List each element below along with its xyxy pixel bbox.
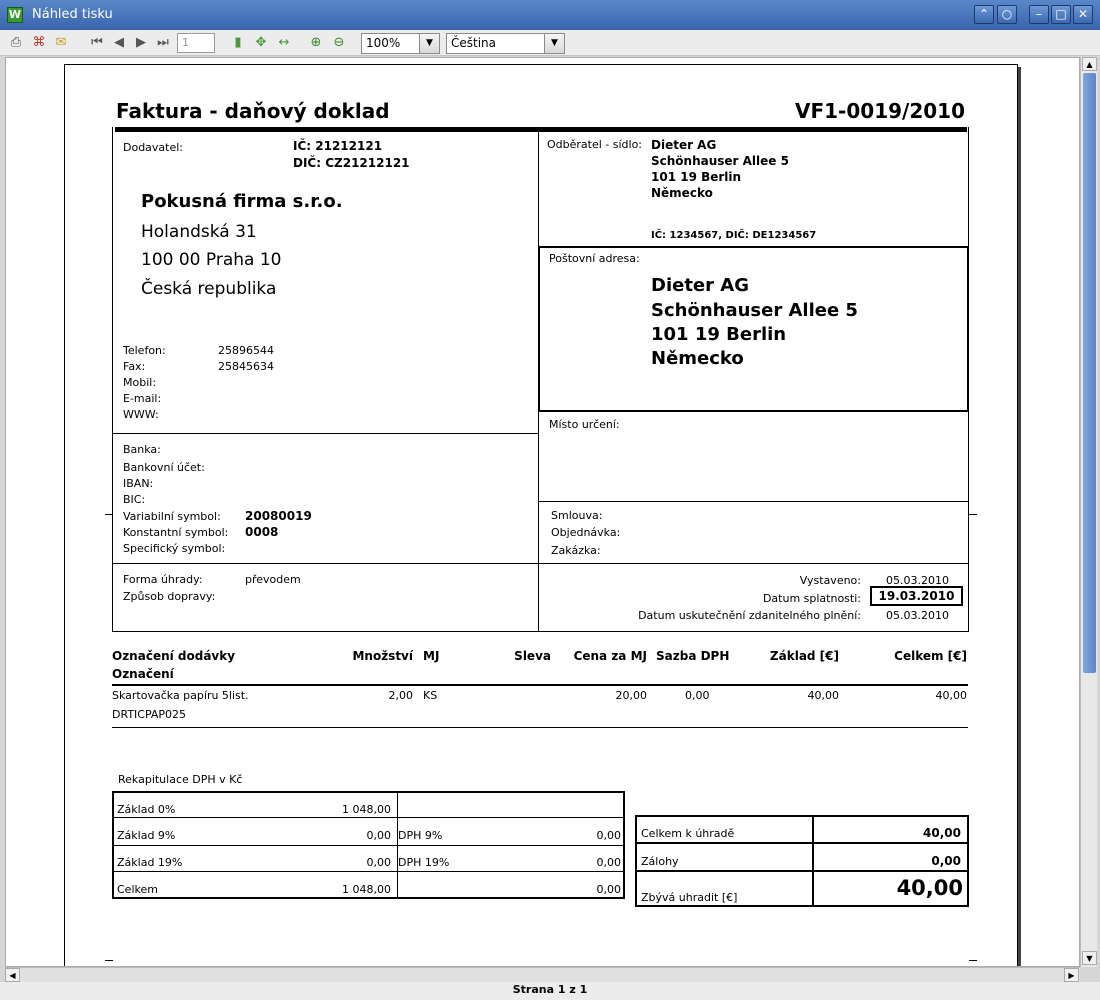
email-icon[interactable]: ✉ — [55, 35, 67, 50]
page-number-input[interactable]: 1 — [177, 33, 215, 53]
row-name: Skartovačka papíru 5list. — [112, 689, 249, 702]
print-icon[interactable]: ⎙ — [10, 35, 22, 50]
destination-label: Místo určení: — [549, 418, 620, 431]
col-item-sub: Označení — [112, 667, 174, 681]
due-label: Datum splatnosti: — [762, 592, 861, 605]
vat-summary-title: Rekapitulace DPH v Kč — [118, 773, 243, 786]
issued-label: Vystaveno: — [799, 574, 861, 587]
row-unit-price: 20,00 — [615, 689, 647, 702]
supplier-label: Dodavatel: — [123, 141, 184, 154]
row-code: DRTICPAP025 — [112, 708, 187, 721]
chevron-down-icon[interactable]: ▼ — [544, 34, 564, 53]
due-value: 19.03.2010 — [870, 586, 963, 606]
postal-label: Poštovní adresa: — [549, 252, 640, 265]
col-discount: Sleva — [514, 649, 551, 663]
vat-row-label: Celkem — [117, 883, 158, 896]
payment-label: Forma úhrady: — [123, 573, 203, 586]
row-base: 40,00 — [807, 689, 839, 702]
vat-row-value: 0,00 — [366, 829, 391, 842]
customer-name: Dieter AG — [651, 138, 717, 152]
postal-name: Dieter AG — [651, 275, 749, 296]
page-info: Strana 1 z 1 — [512, 983, 588, 996]
scroll-left-icon[interactable]: ◀ — [5, 968, 20, 982]
customer-ids: IČ: 1234567, DIČ: DE1234567 — [651, 230, 817, 241]
delivery-label: Způsob dopravy: — [123, 590, 216, 603]
language-value: Čeština — [451, 36, 497, 50]
fit-width-icon[interactable]: ↔ — [278, 35, 290, 50]
www-label: WWW: — [123, 408, 159, 421]
scroll-right-icon[interactable]: ▶ — [1064, 968, 1079, 982]
email-label: E-mail: — [123, 392, 162, 405]
vat-row-label: Základ 0% — [117, 803, 176, 816]
order-label: Objednávka: — [551, 526, 621, 539]
payment-value: převodem — [245, 573, 301, 586]
zoom-select[interactable] — [361, 33, 440, 54]
invoice-title: Faktura - daňový doklad — [116, 99, 390, 123]
account-label: Bankovní účet: — [123, 461, 205, 474]
fax-value: 25845634 — [218, 360, 274, 373]
supplier-name: Pokusná firma s.r.o. — [141, 191, 343, 212]
supplier-city: 100 00 Praha 10 — [141, 250, 282, 270]
bic-label: BIC: — [123, 493, 146, 506]
vat-row-vat-value: 0,00 — [596, 883, 621, 896]
bank-label: Banka: — [123, 443, 161, 456]
fit-page-icon[interactable]: ▮ — [234, 35, 242, 50]
scroll-thumb[interactable] — [1083, 73, 1096, 673]
vat-row-vat-value: 0,00 — [596, 829, 621, 842]
scroll-down-icon[interactable]: ▼ — [1082, 951, 1097, 965]
phone-value: 25896544 — [218, 344, 274, 357]
col-total: Celkem [€] — [894, 649, 967, 663]
row-unit: KS — [423, 689, 438, 702]
vat-row-vat-value: 0,00 — [596, 856, 621, 869]
col-unit: MJ — [423, 649, 440, 663]
next-page-icon[interactable]: ▶ — [136, 35, 146, 50]
horizontal-scrollbar[interactable] — [5, 967, 1080, 982]
invoice-number: VF1-0019/2010 — [795, 99, 965, 123]
invoice-page — [64, 64, 1018, 967]
row-vat-rate: 0,00 — [685, 689, 710, 702]
ks-label: Konstantní symbol: — [123, 526, 229, 539]
fax-label: Fax: — [123, 360, 146, 373]
col-item: Označení dodávky — [112, 649, 236, 663]
supplier-country: Česká republika — [141, 279, 277, 299]
scroll-up-icon[interactable]: ▲ — [1082, 57, 1097, 71]
advance-label: Zálohy — [641, 855, 679, 868]
pdf-export-icon[interactable]: ⌘ — [32, 35, 46, 50]
maximize-icon[interactable]: □ — [1051, 5, 1071, 24]
postal-city: 101 19 Berlin — [651, 324, 787, 345]
row-total: 40,00 — [935, 689, 967, 702]
vat-row-value: 1 048,00 — [342, 883, 391, 896]
preview-viewport[interactable] — [5, 57, 1080, 967]
customer-city: 101 19 Berlin — [651, 170, 742, 184]
first-page-icon[interactable]: ⏮ — [91, 35, 103, 50]
total-label: Celkem k úhradě — [641, 827, 735, 840]
job-label: Zakázka: — [551, 544, 601, 557]
vat-row-value: 0,00 — [366, 856, 391, 869]
zoom-value: 100% — [366, 36, 401, 50]
phone-label: Telefon: — [123, 344, 166, 357]
row-qty: 2,00 — [388, 689, 413, 702]
vs-value: 20080019 — [245, 509, 312, 523]
zoom-in-icon[interactable]: ⊕ — [310, 35, 322, 50]
col-qty: Množství — [352, 649, 413, 663]
previous-page-icon[interactable]: ◀ — [114, 35, 124, 50]
vat-row-vat-label: DPH 19% — [398, 856, 450, 869]
ks-value: 0008 — [245, 525, 279, 539]
app-icon: W — [8, 8, 22, 21]
col-base: Základ [€] — [769, 649, 839, 663]
postal-country: Německo — [651, 348, 744, 369]
taxdate-label: Datum uskutečnění zdanitelného plnění: — [638, 609, 861, 622]
total-value: 40,00 — [923, 826, 961, 840]
vat-row-value: 1 048,00 — [342, 803, 391, 816]
contract-label: Smlouva: — [551, 509, 603, 522]
minimize-icon[interactable]: – — [1029, 5, 1049, 24]
postal-street: Schönhauser Allee 5 — [651, 300, 858, 321]
supplier-dic: DIČ: CZ21212121 — [293, 156, 410, 170]
close-icon[interactable]: ✕ — [1073, 5, 1093, 24]
advance-value: 0,00 — [931, 854, 961, 868]
window-title: Náhled tisku — [32, 7, 113, 22]
customer-street: Schönhauser Allee 5 — [651, 154, 789, 168]
vat-row-vat-label: DPH 9% — [398, 829, 443, 842]
sticky-icon[interactable]: ○ — [997, 5, 1017, 24]
remaining-label: Zbývá uhradit [€] — [641, 891, 738, 904]
vertical-scrollbar[interactable] — [1080, 57, 1097, 967]
vs-label: Variabilní symbol: — [123, 510, 221, 523]
window-titlebar — [0, 0, 1100, 30]
status-bar — [0, 982, 1100, 1000]
supplier-street: Holandská 31 — [141, 222, 257, 242]
col-vat-rate: Sazba DPH — [656, 649, 730, 663]
fit-all-icon[interactable]: ✥ — [255, 35, 267, 50]
vat-row-label: Základ 19% — [117, 856, 183, 869]
customer-label: Odběratel - sídlo: — [547, 138, 643, 151]
language-select[interactable] — [446, 33, 565, 54]
taxdate-value: 05.03.2010 — [886, 609, 949, 622]
customer-country: Německo — [651, 186, 713, 200]
mobile-label: Mobil: — [123, 376, 157, 389]
last-page-icon[interactable]: ⏭ — [157, 35, 169, 50]
vat-row-label: Základ 9% — [117, 829, 176, 842]
shade-up-icon[interactable]: ⌃ — [974, 5, 994, 24]
col-unit-price: Cena za MJ — [573, 649, 647, 663]
issued-value: 05.03.2010 — [886, 574, 949, 587]
iban-label: IBAN: — [123, 477, 154, 490]
ss-label: Specifický symbol: — [123, 542, 226, 555]
chevron-down-icon[interactable]: ▼ — [419, 34, 439, 53]
toolbar — [0, 30, 1100, 56]
remaining-value: 40,00 — [896, 876, 963, 900]
supplier-ic: IČ: 21212121 — [293, 139, 383, 153]
zoom-out-icon[interactable]: ⊖ — [333, 35, 345, 50]
